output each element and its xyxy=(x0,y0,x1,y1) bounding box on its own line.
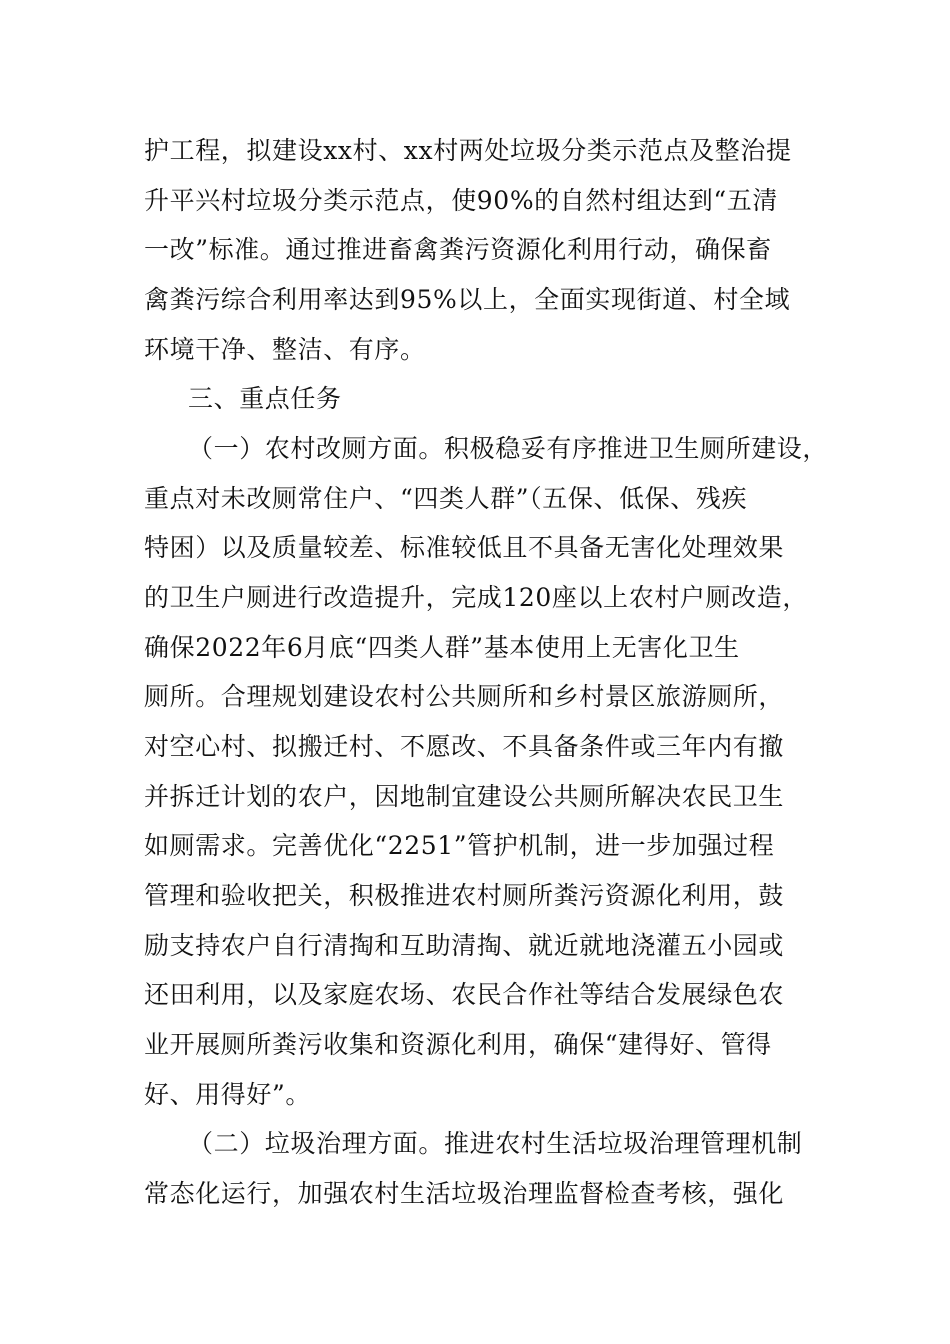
text-line-22: 常态化运行，加强农村生活垃圾治理监督检查考核，强化 xyxy=(144,1179,785,1208)
text-line-19: 业开展厕所粪污收集和资源化利用，确保“建得好、管得 xyxy=(144,1030,772,1059)
text-line-15: 如厕需求。完善优化“2251”管护机制，进一步加强过程 xyxy=(144,831,775,860)
text-line-4: 禽粪污综合利用率达到95%以上，全面实现街道、村全域 xyxy=(144,285,791,314)
text-line-12: 厕所。合理规划建设农村公共厕所和乡村景区旅游厕所， xyxy=(144,682,785,711)
text-line-2: 升平兴村垃圾分类示范点，使90%的自然村组达到“五清 xyxy=(144,186,778,215)
text-line-5: 环境干净、整洁、有序。 xyxy=(144,335,426,364)
text-line-16: 管理和验收把关，积极推进农村厕所粪污资源化利用，鼓 xyxy=(144,881,785,910)
text-line-18: 还田利用，以及家庭农场、农民合作社等结合发展绿色农 xyxy=(144,980,785,1009)
section-heading: 三、重点任务 xyxy=(188,384,342,413)
text-line-20: 好、用得好”。 xyxy=(144,1080,311,1109)
text-line-10: 的卫生户厕进行改造提升，完成120座以上农村户厕改造， xyxy=(144,583,808,612)
text-line-3: 一改”标准。通过推进畜禽粪污资源化利用行动，确保畜 xyxy=(144,235,772,264)
paragraph-2-start: （二）垃圾治理方面。推进农村生活垃圾治理管理机制 xyxy=(188,1129,803,1158)
text-line-9: 特困）以及质量较差、标准较低且不具备无害化处理效果 xyxy=(144,533,785,562)
text-line-11: 确保2022年6月底“四类人群”基本使用上无害化卫生 xyxy=(144,633,740,662)
paragraph-1-start: （一）农村改厕方面。积极稳妥有序推进卫生厕所建设， xyxy=(188,434,829,463)
text-line-13: 对空心村、拟搬迁村、不愿改、不具备条件或三年内有撤 xyxy=(144,732,785,761)
text-line-14: 并拆迁计划的农户，因地制宜建设公共厕所解决农民卫生 xyxy=(144,782,785,811)
text-line-17: 励支持农户自行清掏和互助清掏、就近就地浇灌五小园或 xyxy=(144,931,785,960)
text-line-1: 护工程，拟建设xx村、xx村两处垃圾分类示范点及整治提 xyxy=(144,136,792,165)
text-line-8: 重点对未改厕常住户、“四类人群”（五保、低保、残疾 xyxy=(144,484,748,513)
